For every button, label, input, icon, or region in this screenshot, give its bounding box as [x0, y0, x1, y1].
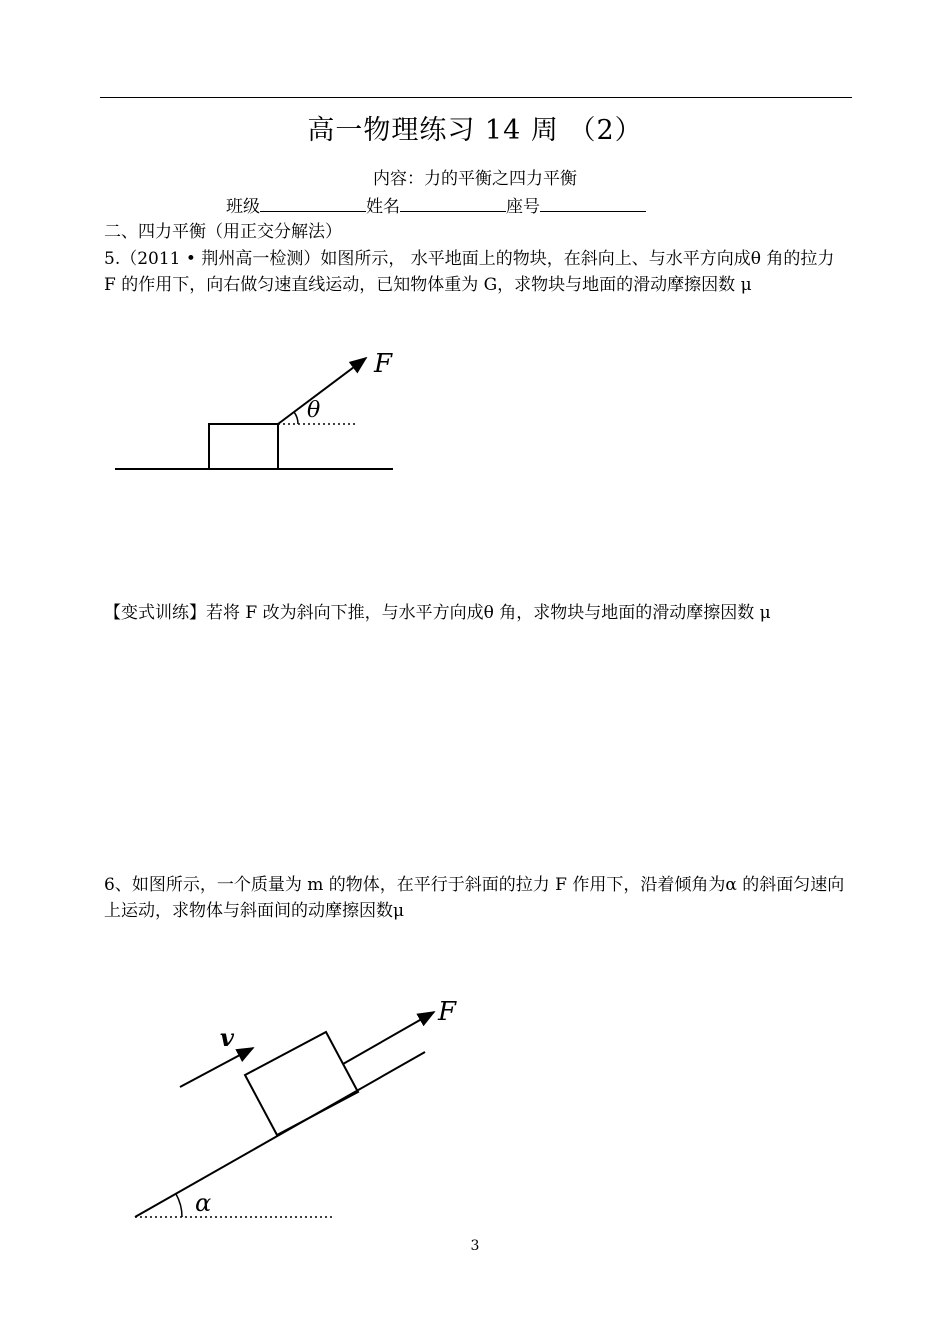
name-label: 姓名	[366, 197, 400, 217]
name-blank[interactable]	[400, 194, 506, 212]
class-blank[interactable]	[260, 194, 366, 212]
content-subtitle: 内容：力的平衡之四力平衡	[373, 169, 577, 189]
seat-label: 座号	[506, 197, 540, 217]
block	[209, 424, 278, 469]
header-rule	[100, 97, 852, 98]
page-number: 3	[470, 1238, 480, 1254]
question-5-figure	[110, 340, 410, 480]
question-5-text: 5.（2011 • 荆州高一检测）如图所示， 水平地面上的物块，在斜向上、与水平方向成θ 角的拉力 F 的作用下，向右做匀速直线运动，已知物体重为 G，求物块与地面的滑动摩擦因数 μ	[104, 249, 835, 295]
velocity-label: v	[220, 1023, 234, 1052]
seat-blank[interactable]	[540, 194, 646, 212]
block	[245, 1032, 358, 1135]
student-info-fields	[226, 192, 646, 217]
force-label: F	[374, 349, 393, 379]
section-heading: 二、四力平衡（用正交分解法）	[104, 222, 342, 242]
angle-arc	[294, 412, 298, 424]
angle-label: α	[195, 1189, 212, 1217]
angle-label: θ	[307, 398, 321, 423]
force-arrow	[278, 358, 366, 424]
question-6-figure	[125, 990, 475, 1230]
variant-training-text: 【变式训练】若将 F 改为斜向下推，与水平方向成θ 角，求物块与地面的滑动摩擦因数 μ	[104, 603, 771, 623]
force-arrow	[343, 1012, 434, 1064]
question-6-text: 6、如图所示，一个质量为 m 的物体，在平行于斜面的拉力 F 作用下，沿着倾角为α 的斜面匀速向上运动，求物体与斜面间的动摩擦因数μ	[104, 875, 845, 921]
force-label: F	[438, 997, 457, 1027]
page-title: 高一物理练习 14 周 （2）	[307, 115, 643, 146]
class-label: 班级	[226, 197, 260, 217]
angle-arc	[176, 1194, 182, 1217]
velocity-arrow	[180, 1048, 253, 1087]
